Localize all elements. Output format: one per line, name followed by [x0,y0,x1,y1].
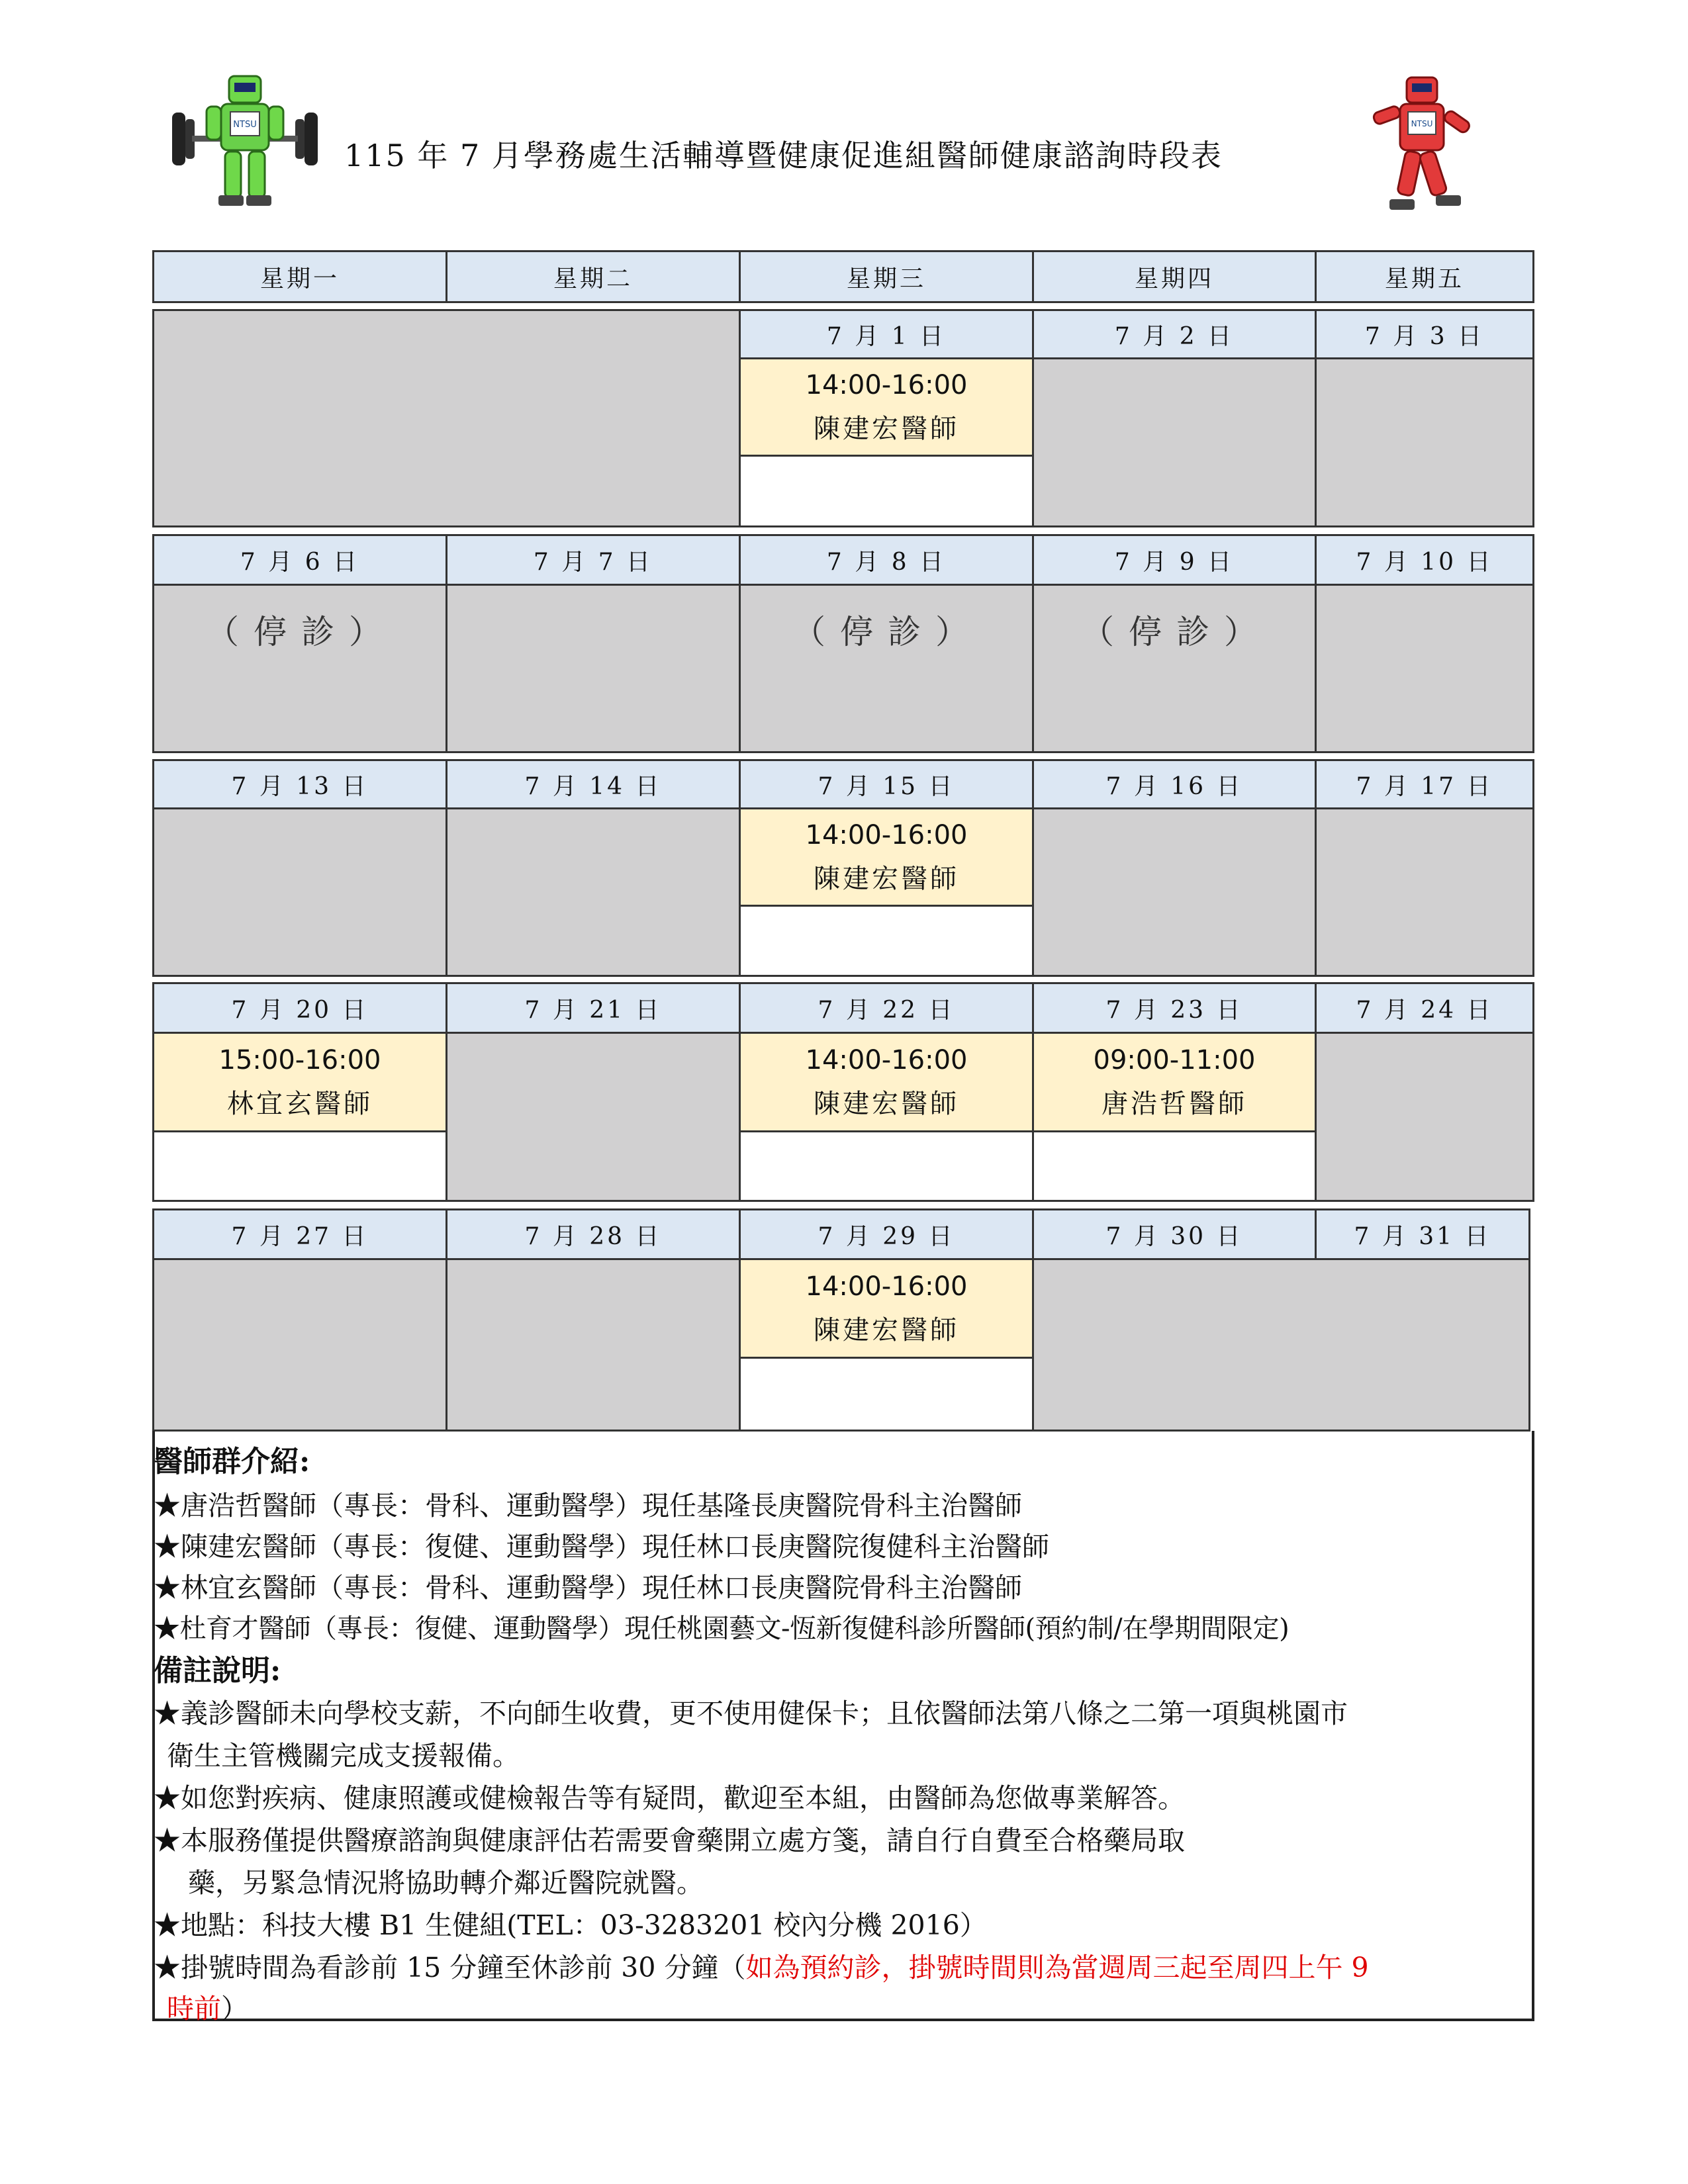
empty-cell [445,584,741,753]
session-doctor: 陳建宏醫師 [814,1315,959,1345]
remark-line: 衛生主管機關完成支援報備。 [167,1740,520,1772]
session-time: 14:00-16:00 [805,370,968,400]
session-time: 09:00-11:00 [1093,1045,1256,1075]
date-w3-mon: 7 月 13 日 [152,759,447,809]
weekday-mon: 星期一 [152,250,447,303]
session-time: 14:00-16:00 [805,820,968,850]
remark-line: ★義診醫師未向學校支薪，不向師生收費，更不使用健保卡；且依醫師法第八條之二第一項與桃園市 [154,1698,1348,1729]
closed-label-w2-mon: （停診） [206,613,397,651]
doctor-intro: ★陳建宏醫師（專長：復健、運動醫學）現任林口長庚醫院復健科主治醫師 [154,1531,1049,1563]
empty-cell [739,455,1034,527]
date-w4-tue: 7 月 21 日 [445,982,741,1034]
doctor-intro: ★杜育才醫師（專長：復健、運動醫學）現任桃園藝文-恆新復健科診所醫師(預約制/在學期間限定) [154,1614,1289,1644]
remark-line: ★如您對疾病、健康照護或健檢報告等有疑問，歡迎至本組，由醫師為您做專業解答。 [154,1782,1185,1814]
date-w5-thu: 7 月 30 日 [1032,1208,1317,1260]
date-w5-wed: 7 月 29 日 [739,1208,1034,1260]
empty-cell [739,1357,1034,1432]
session-doctor: 陳建宏醫師 [814,1089,959,1119]
empty-cell [739,1130,1034,1202]
robot-runner-icon [1354,63,1493,235]
robot-weightlifter-icon [165,63,324,215]
empty-cell [739,905,1034,977]
registration-suffix: ） [221,1993,248,2025]
session-w3-wed [739,807,1034,907]
empty-cell [445,1258,741,1432]
remarks-heading: 備註說明: [154,1654,281,1688]
empty-cell [1315,807,1534,977]
registration-prefix: ★掛號時間為看診前 15 分鐘至休診前 30 分鐘（ [154,1952,746,1983]
date-w5-mon: 7 月 27 日 [152,1208,447,1260]
session-time: 14:00-16:00 [805,1271,968,1302]
date-w4-thu: 7 月 23 日 [1032,982,1317,1034]
session-time: 14:00-16:00 [805,1045,968,1075]
date-w1-wed: 7 月 1 日 [739,309,1034,359]
session-doctor: 唐浩哲醫師 [1102,1089,1247,1119]
closed-label-w2-wed: （停診） [792,613,983,651]
empty-cell-w5-thu-fri [1032,1258,1530,1432]
date-w5-tue: 7 月 28 日 [445,1208,741,1260]
weekday-tue: 星期二 [445,250,741,303]
date-w3-wed: 7 月 15 日 [739,759,1034,809]
date-w5-fri: 7 月 31 日 [1315,1208,1530,1260]
registration-highlight: 如為預約診，掛號時間則為當週周三起至周四上午 9 [745,1952,1369,1983]
date-w3-tue: 7 月 14 日 [445,759,741,809]
empty-cell [1032,357,1317,527]
date-w1-fri: 7 月 3 日 [1315,309,1534,359]
remark-line: 藥，另緊急情況將協助轉介鄰近醫院就醫。 [188,1867,704,1899]
date-w2-fri: 7 月 10 日 [1315,534,1534,586]
date-w4-wed: 7 月 22 日 [739,982,1034,1034]
registration-note-cont [167,1988,248,2029]
remark-line: ★地點：科技大樓 B1 生健組(TEL：03-3283201 校內分機 2016） [154,1909,987,1941]
session-w4-mon [152,1032,447,1132]
svg-text:NTSU: NTSU [233,120,257,130]
session-doctor: 陳建宏醫師 [814,864,959,894]
doctors-heading: 醫師群介紹: [154,1445,310,1479]
empty-cell [1315,1032,1534,1202]
registration-note [154,1947,1369,1988]
date-w4-mon: 7 月 20 日 [152,982,447,1034]
date-w2-mon: 7 月 6 日 [152,534,447,586]
remark-line: ★本服務僅提供醫療諮詢與健康評估若需要會藥開立處方箋，請自行自費至合格藥局取 [154,1825,1185,1856]
empty-cell [152,807,447,977]
registration-highlight: 時前 [167,1993,221,2025]
session-w4-thu [1032,1032,1317,1132]
date-w2-tue: 7 月 7 日 [445,534,741,586]
date-w1-thu: 7 月 2 日 [1032,309,1317,359]
weekday-fri: 星期五 [1315,250,1534,303]
session-doctor: 陳建宏醫師 [814,414,959,444]
doctor-intro: ★唐浩哲醫師（專長：骨科、運動醫學）現任基隆長庚醫院骨科主治醫師 [154,1490,1022,1522]
empty-cell [1032,1130,1317,1202]
session-doctor: 林宜玄醫師 [227,1089,373,1119]
date-w4-fri: 7 月 24 日 [1315,982,1534,1034]
session-w1-wed [739,357,1034,457]
empty-cell-w1-mon-tue [152,309,741,527]
date-w3-fri: 7 月 17 日 [1315,759,1534,809]
doctor-intro: ★林宜玄醫師（專長：骨科、運動醫學）現任林口長庚醫院骨科主治醫師 [154,1572,1022,1604]
session-w4-wed [739,1032,1034,1132]
date-w3-thu: 7 月 16 日 [1032,759,1317,809]
session-time: 15:00-16:00 [218,1045,381,1075]
empty-cell [445,1032,741,1202]
page-title: 115 年 7 月學務處生活輔導暨健康促進組醫師健康諮詢時段表 [344,138,1223,173]
empty-cell [1315,357,1534,527]
empty-cell [1315,584,1534,753]
empty-cell [152,1258,447,1432]
empty-cell [445,807,741,977]
closed-label-w2-thu: （停診） [1081,613,1272,651]
session-w5-wed [739,1258,1034,1359]
weekday-thu: 星期四 [1032,250,1317,303]
svg-text:NTSU: NTSU [1411,119,1433,128]
date-w2-thu: 7 月 9 日 [1032,534,1317,586]
empty-cell [1032,807,1317,977]
weekday-wed: 星期三 [739,250,1034,303]
empty-cell [152,1130,447,1202]
date-w2-wed: 7 月 8 日 [739,534,1034,586]
